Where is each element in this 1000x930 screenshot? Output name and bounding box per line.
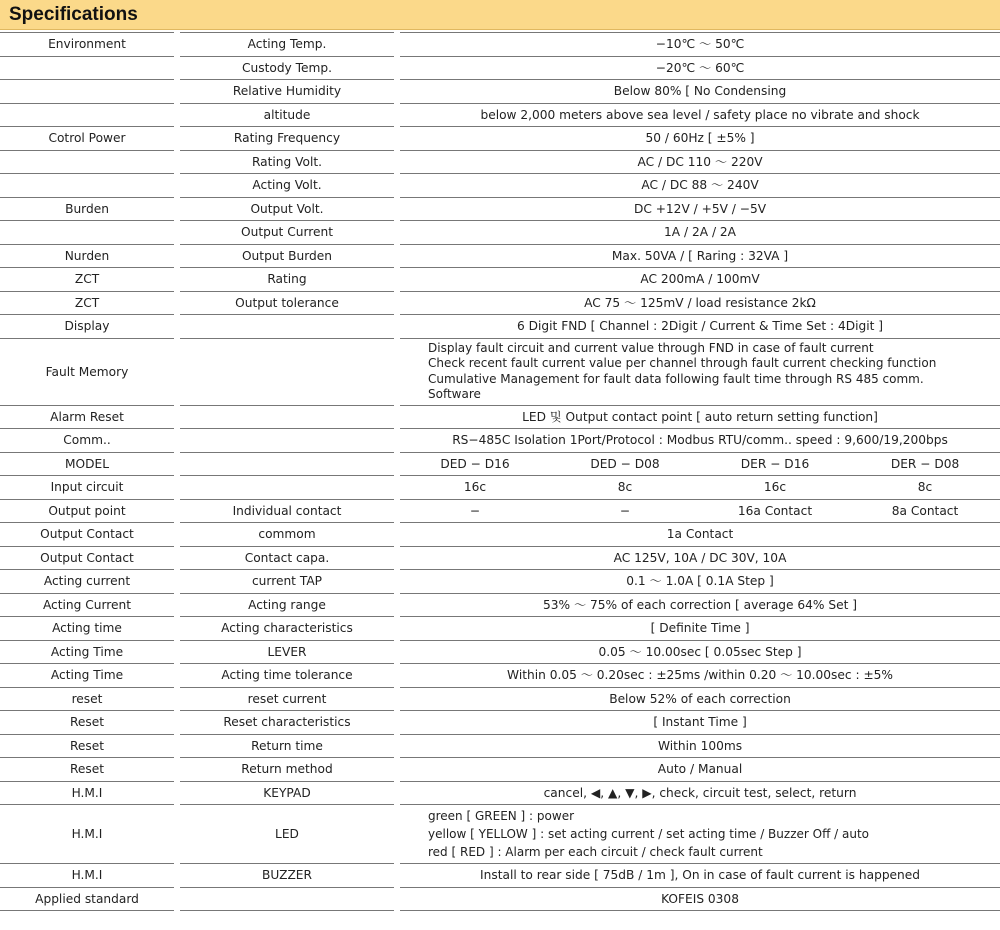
spec-item: altitude (180, 104, 394, 128)
spec-category: Applied standard (0, 888, 174, 912)
spec-category: Nurden (0, 245, 174, 269)
spec-value: 6 Digit FND [ Channel : 2Digit / Current & Time Set : 4Digit ] (400, 315, 1000, 339)
spec-category: Input circuit (0, 476, 174, 500)
spec-item (180, 888, 394, 912)
led-line: yellow [ YELLOW ] : set acting current / set acting time / Buzzer Off / auto (428, 827, 870, 841)
model-value: − (550, 500, 700, 524)
spec-row (0, 151, 1000, 175)
spec-row (0, 711, 1000, 735)
spec-value: Within 0.05 ～ 0.20sec : ±25ms /within 0.20 ～ 10.00sec : ±5% (400, 664, 1000, 688)
fault-memory-line: Cumulative Management for fault data following fault time through RS 485 comm. (428, 371, 924, 386)
spec-category: MODEL (0, 453, 174, 477)
spec-category: Output Contact (0, 547, 174, 571)
model-value: 8c (550, 476, 700, 500)
spec-row (0, 547, 1000, 571)
spec-value-multiline (400, 805, 1000, 864)
spec-category: Display (0, 315, 174, 339)
spec-row (0, 32, 1000, 57)
spec-row (0, 57, 1000, 81)
spec-item (180, 406, 394, 430)
spec-row (0, 198, 1000, 222)
spec-category: Acting Time (0, 664, 174, 688)
spec-category: Comm.. (0, 429, 174, 453)
model-value: 16a Contact (700, 500, 850, 524)
spec-row (0, 864, 1000, 888)
led-line: red [ RED ] : Alarm per each circuit / check fault current (428, 845, 763, 859)
spec-category: Reset (0, 758, 174, 782)
spec-value: 0.1 ～ 1.0A [ 0.1A Step ] (400, 570, 1000, 594)
spec-value: [ Definite Time ] (400, 617, 1000, 641)
spec-item (180, 453, 394, 477)
spec-row-fault-memory (0, 339, 1000, 406)
spec-item: Rating Volt. (180, 151, 394, 175)
spec-row (0, 523, 1000, 547)
spec-row (0, 735, 1000, 759)
spec-value: AC 200mA / 100mV (400, 268, 1000, 292)
spec-item: Rating Frequency (180, 127, 394, 151)
spec-category: H.M.I (0, 782, 174, 806)
spec-row (0, 315, 1000, 339)
spec-value: Max. 50VA / [ Raring : 32VA ] (400, 245, 1000, 269)
spec-item: LED (180, 805, 394, 864)
spec-item: Output Volt. (180, 198, 394, 222)
spec-row (0, 758, 1000, 782)
spec-value: DC +12V / +5V / −5V (400, 198, 1000, 222)
spec-value: AC / DC 88 ～ 240V (400, 174, 1000, 198)
spec-item: BUZZER (180, 864, 394, 888)
spec-category: Output point (0, 500, 174, 524)
spec-category: Environment (0, 32, 174, 57)
spec-category: Output Contact (0, 523, 174, 547)
model-value: 16c (700, 476, 850, 500)
spec-row (0, 570, 1000, 594)
spec-category: Reset (0, 711, 174, 735)
spec-value: KOFEIS 0308 (400, 888, 1000, 912)
spec-row-led (0, 805, 1000, 864)
spec-category: reset (0, 688, 174, 712)
spec-item (180, 476, 394, 500)
spec-value-multiline (400, 339, 1000, 406)
spec-row (0, 688, 1000, 712)
spec-value: Auto / Manual (400, 758, 1000, 782)
spec-row (0, 641, 1000, 665)
fault-memory-line: Check recent fault current value per channel through fault current checking function (428, 356, 937, 370)
spec-item: commom (180, 523, 394, 547)
spec-category (0, 221, 174, 245)
spec-row-model (0, 476, 1000, 500)
spec-value: below 2,000 meters above sea level / safety place no vibrate and shock (400, 104, 1000, 128)
spec-item: Contact capa. (180, 547, 394, 571)
spec-row (0, 406, 1000, 430)
spec-row (0, 174, 1000, 198)
spec-category: Cotrol Power (0, 127, 174, 151)
spec-category: Fault Memory (0, 339, 174, 406)
model-value: DER − D16 (700, 453, 850, 477)
spec-row (0, 292, 1000, 316)
spec-item: Individual contact (180, 500, 394, 524)
fault-memory-line: Software (428, 387, 481, 401)
model-value: 16c (400, 476, 550, 500)
spec-row (0, 888, 1000, 912)
spec-item: current TAP (180, 570, 394, 594)
spec-item: Custody Temp. (180, 57, 394, 81)
spec-value: 1a Contact (400, 523, 1000, 547)
fault-memory-line: Display fault circuit and current value through FND in case of fault current (428, 340, 874, 355)
spec-value: Below 80% [ No Condensing (400, 80, 1000, 104)
spec-row (0, 594, 1000, 618)
spec-value: Install to rear side [ 75dB / 1m ], On in case of fault current is happened (400, 864, 1000, 888)
spec-value: 53% ～ 75% of each correction [ average 64% Set ] (400, 594, 1000, 618)
spec-item: Return method (180, 758, 394, 782)
spec-value: 1A / 2A / 2A (400, 221, 1000, 245)
spec-value: −20℃ ～ 60℃ (400, 57, 1000, 81)
spec-category: H.M.I (0, 805, 174, 864)
spec-category: Acting current (0, 570, 174, 594)
spec-category: Burden (0, 198, 174, 222)
spec-item: LEVER (180, 641, 394, 665)
spec-value: cancel, ◀, ▲, ▼, ▶, check, circuit test, select, return (400, 782, 1000, 806)
spec-category: Acting time (0, 617, 174, 641)
spec-value: AC 75 ～ 125mV / load resistance 2kΩ (400, 292, 1000, 316)
spec-item: Acting time tolerance (180, 664, 394, 688)
spec-row (0, 617, 1000, 641)
spec-row (0, 80, 1000, 104)
section-title: Specifications (9, 3, 138, 25)
spec-value: RS−485C Isolation 1Port/Protocol : Modbus RTU/comm.. speed : 9,600/19,200bps (400, 429, 1000, 453)
spec-value: Below 52% of each correction (400, 688, 1000, 712)
spec-category: Acting Current (0, 594, 174, 618)
spec-row (0, 245, 1000, 269)
spec-item: reset current (180, 688, 394, 712)
model-value: DER − D08 (850, 453, 1000, 477)
spec-value: AC 125V, 10A / DC 30V, 10A (400, 547, 1000, 571)
spec-item: KEYPAD (180, 782, 394, 806)
spec-row (0, 268, 1000, 292)
spec-item: Acting Volt. (180, 174, 394, 198)
spec-item: Reset characteristics (180, 711, 394, 735)
spec-item: Acting Temp. (180, 32, 394, 57)
spec-value: Within 100ms (400, 735, 1000, 759)
spec-item (180, 339, 394, 406)
spec-value: 50 / 60Hz [ ±5% ] (400, 127, 1000, 151)
spec-category (0, 104, 174, 128)
spec-category: Alarm Reset (0, 406, 174, 430)
spec-category: Reset (0, 735, 174, 759)
spec-row (0, 104, 1000, 128)
spec-category (0, 80, 174, 104)
spec-value: AC / DC 110 ～ 220V (400, 151, 1000, 175)
spec-category (0, 57, 174, 81)
spec-item: Output tolerance (180, 292, 394, 316)
spec-value: −10℃ ～ 50℃ (400, 32, 1000, 57)
spec-item: Return time (180, 735, 394, 759)
model-value: 8c (850, 476, 1000, 500)
spec-category: ZCT (0, 268, 174, 292)
spec-row (0, 127, 1000, 151)
spec-value: LED 및 Output contact point [ auto return setting function] (400, 406, 1000, 430)
spec-value: 0.05 ～ 10.00sec [ 0.05sec Step ] (400, 641, 1000, 665)
model-value: DED − D16 (400, 453, 550, 477)
spec-item (180, 315, 394, 339)
spec-row-model (0, 500, 1000, 524)
spec-row (0, 664, 1000, 688)
spec-item: Output Current (180, 221, 394, 245)
spec-item: Output Burden (180, 245, 394, 269)
spec-category: H.M.I (0, 864, 174, 888)
spec-row (0, 782, 1000, 806)
spec-category (0, 174, 174, 198)
spec-item: Acting characteristics (180, 617, 394, 641)
model-value: − (400, 500, 550, 524)
spec-row (0, 429, 1000, 453)
spec-row-model (0, 453, 1000, 477)
spec-item: Relative Humidity (180, 80, 394, 104)
model-value: DED − D08 (550, 453, 700, 477)
section-header (0, 0, 1000, 30)
spec-table (0, 32, 1000, 911)
spec-row (0, 221, 1000, 245)
spec-value: [ Instant Time ] (400, 711, 1000, 735)
spec-item: Rating (180, 268, 394, 292)
spec-category (0, 151, 174, 175)
led-line: green [ GREEN ] : power (428, 809, 575, 823)
spec-item (180, 429, 394, 453)
model-value: 8a Contact (850, 500, 1000, 524)
spec-category: Acting Time (0, 641, 174, 665)
spec-category: ZCT (0, 292, 174, 316)
spec-item: Acting range (180, 594, 394, 618)
